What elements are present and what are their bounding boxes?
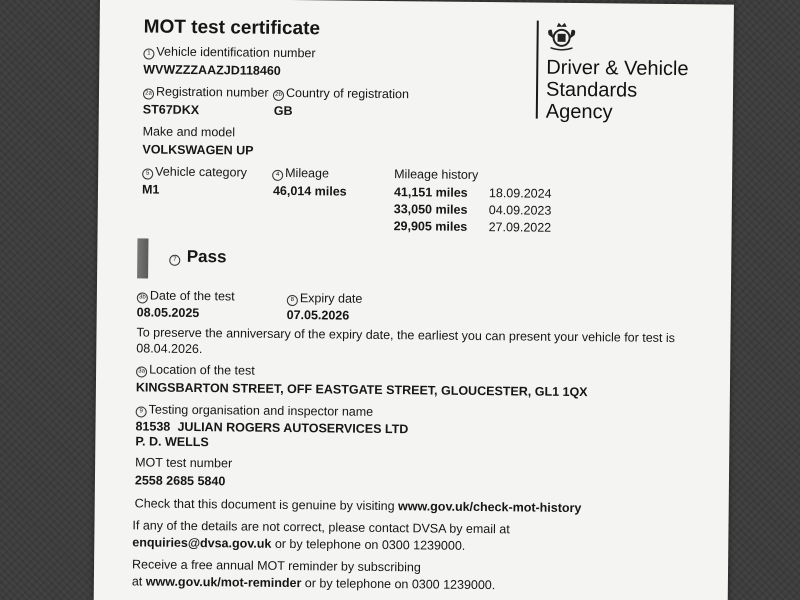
history-miles: 41,151 miles — [393, 185, 468, 200]
location-value: KINGSBARTON STREET, OFF EASTGATE STREET, GLOUCESTER, GL1 1QX — [135, 380, 588, 400]
contact-email-link[interactable]: enquiries@dvsa.gov.uk — [132, 535, 272, 551]
expiry-date-label-row — [287, 291, 363, 307]
agency-line-1: Driver & Vehicle — [546, 56, 689, 81]
field-marker: 2a — [143, 88, 154, 99]
field-marker: 4 — [272, 170, 283, 181]
mileage-value: 46,014 miles — [272, 183, 347, 199]
mot-certificate-paper — [94, 0, 734, 600]
organisation-label: Testing organisation and inspector name — [148, 402, 374, 419]
inspector-name: P. D. WELLS — [135, 434, 209, 450]
country-value: GB — [273, 103, 293, 119]
test-date-label-row — [137, 288, 235, 304]
field-marker: 3a — [136, 366, 147, 377]
category-label: Vehicle category — [155, 164, 247, 180]
test-number-label: MOT test number — [135, 455, 233, 471]
result-value: Pass — [186, 246, 227, 267]
anniversary-note-line-1: To preserve the anniversary of the expiry date, the earliest you can present your vehicle for test is — [136, 325, 676, 346]
country-label-row — [273, 86, 409, 102]
organisation-name: JULIAN ROGERS AUTOSERVICES LTD — [177, 419, 409, 437]
mileage-history-row — [394, 219, 468, 234]
history-miles: 33,050 miles — [393, 202, 468, 217]
history-date: 18.09.2024 — [488, 186, 552, 201]
field-marker: 2b — [273, 90, 284, 101]
test-date-label: Date of the test — [149, 288, 235, 304]
mileage-history-row — [394, 202, 468, 217]
field-marker: 7 — [169, 255, 180, 266]
mileage-label-row — [272, 166, 329, 182]
mileage-history-label: Mileage history — [394, 167, 479, 182]
make-model-value: VOLKSWAGEN UP — [142, 142, 254, 158]
organisation-code: 81538 — [135, 419, 171, 434]
result-row — [169, 247, 226, 268]
field-marker: 9 — [136, 406, 147, 417]
contact-line-2 — [132, 535, 465, 552]
contact-line-1: If any of the details are not correct, please contact DVSA by email at — [132, 518, 510, 537]
reminder-line-2 — [132, 574, 496, 592]
check-mot-history-link[interactable]: www.gov.uk/check-mot-history — [397, 499, 582, 516]
result-marker-bar — [137, 238, 148, 278]
contact-line-2-rest: or by telephone on 0300 1239000. — [271, 536, 466, 553]
history-date: 27.09.2022 — [488, 220, 552, 235]
vin-label-row — [143, 44, 315, 61]
category-label-row — [142, 164, 247, 180]
country-label: Country of registration — [285, 85, 410, 102]
vin-value: WVWZZZAAZJD118460 — [143, 62, 281, 78]
history-miles: 29,905 miles — [393, 219, 468, 234]
organisation-label-row — [136, 402, 374, 419]
check-genuine-line — [135, 496, 582, 515]
agency-line-3: Agency — [545, 100, 613, 124]
mileage-label: Mileage — [285, 165, 330, 181]
mileage-history-row — [394, 185, 468, 200]
reminder-line-2-rest: or by telephone on 0300 1239000. — [301, 576, 496, 593]
location-label-row — [136, 362, 255, 378]
registration-label: Registration number — [155, 84, 269, 100]
field-marker: 8 — [287, 295, 298, 306]
expiry-date-label: Expiry date — [299, 291, 363, 306]
vin-label: Vehicle identification number — [156, 44, 316, 61]
test-number-value: 2558 2685 5840 — [134, 473, 226, 489]
field-marker: 1 — [143, 48, 154, 59]
field-marker: 3b — [137, 292, 148, 303]
history-date: 04.09.2023 — [488, 203, 552, 218]
make-model-label: Make and model — [142, 124, 236, 140]
expiry-date-value: 07.05.2026 — [286, 307, 350, 323]
reminder-prefix: at — [131, 574, 146, 589]
royal-crest-icon — [544, 21, 578, 51]
field-marker: 5 — [142, 168, 153, 179]
reminder-line-1: Receive a free annual MOT reminder by subscribing — [131, 557, 421, 575]
test-date-value: 08.05.2025 — [136, 305, 200, 321]
check-text: Check that this document is genuine by visiting — [134, 496, 399, 514]
dvsa-logo-divider — [536, 21, 539, 119]
dvsa-logo-text — [546, 57, 689, 124]
anniversary-note-line-2: 08.04.2026. — [136, 341, 203, 357]
registration-label-row — [143, 84, 269, 100]
mot-reminder-link[interactable]: www.gov.uk/mot-reminder — [145, 574, 302, 591]
location-label: Location of the test — [149, 362, 255, 378]
agency-line-2: Standards — [545, 78, 638, 102]
registration-value: ST67DKX — [142, 102, 200, 118]
certificate-title: MOT test certificate — [143, 16, 321, 40]
category-value: M1 — [141, 182, 160, 197]
